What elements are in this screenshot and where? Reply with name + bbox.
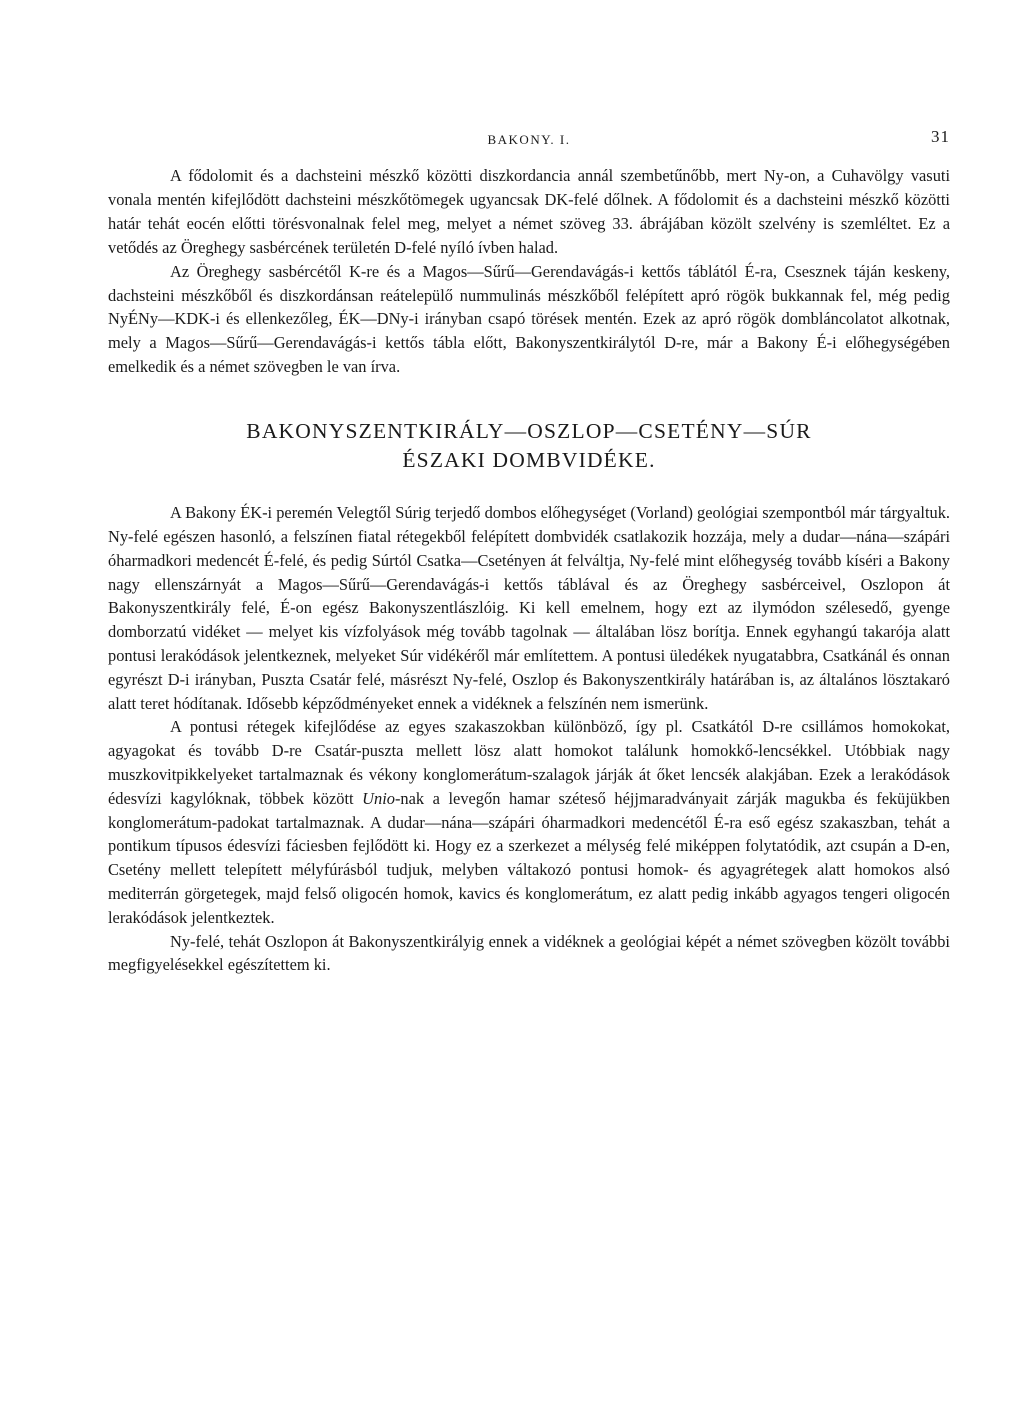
section-intro <box>108 164 950 379</box>
paragraph: A Bakony ÉK-i peremén Velegtől Súrig terjedő dombos előhegységet (Vorland) geológiai szempontból már tárgyaltuk. Ny-felé egészen hasonló, a felszínen fiatal rétegekből felépített dombvidék csatlakozik hozzája, mely a dudar—nána—szápári óharmadkori medencét É-felé, és pedig Súrtól Csatka—Csetényen át felváltja, Ny-felé mint előhegység tovább kíséri a Bakony nagy ellenszárnyát a Magos—Sűrű—Gerendavágás-i kettős táblával és az Öreghegy sasbérceivel, Oszlopon át Bakonyszentkirály felé, É-on egész Bakonyszentlászlóig. Ki kell emelnem, hogy ezt az ilymódon szélesedő, gyenge domborzatú vidéket — melyet kis vízfolyások még tovább tagolnak — általában lösz borítja. Ennek egyhangú takarója alatt pontusi lerakódások jelentkeznek, melyeket Súr vidékéről már említettem. A pontusi üledékek nyugatabbra, Csatkánál és onnan egyrészt D-i irányban, Puszta Csatár felé, másrészt Ny-felé, Oszlop és Bakonyszentkirály határában is, az általános lösztakaró alatt teret hódítanak. Idősebb képződményeket ennek a vidéknek a felszínén nem ismerünk. <box>108 503 950 713</box>
paragraph: Az Öreghegy sasbércétől K-re és a Magos—Sűrű—Gerendavágás-i kettős táblától É-ra, Csesznek táján keskeny, dachsteini mészkőből és diszkordánsan reátelepülő nummulinás mészkőből felépített apró rögök bukkannak fel, még pedig NyÉNy—KDK-i és ellenkezőleg, ÉK—DNy-i irányban csapó törések mentén. Ezek az apró rögök dombláncolatot alkotnak, mely a Magos—Sűrű—Gerendavágás-i kettős tábla előtt, Bakonyszentkirálytól D-re, már a Bakony É-i előhegységében emelkedik és a német szövegben le van írva. <box>108 261 950 377</box>
paragraph <box>108 715 950 929</box>
section-heading-line-1: BAKONYSZENTKIRÁLY—OSZLOP—CSETÉNY—SÚR <box>246 419 812 444</box>
document-page <box>108 126 950 977</box>
page-number: 31 <box>931 127 950 146</box>
running-head <box>108 126 950 154</box>
paragraph-text: A pontusi rétegek kifejlődése az egyes szakaszokban különböző, így pl. Csatkától D-re csillámos homokokat, agyagokat és tovább D-re Csatár-puszta mellett lösz alatt homokot találunk homokkő-lencsékkel. Utóbbiak nagy muszkovitpikkelyeket tartalmaznak és vékony konglomerátum-szalagok járják át őket lencsék alakjában. Ezek a lerakódások édesvízi kagylóknak, többek között <box>108 717 950 808</box>
section-heading-line-2: ÉSZAKI DOMBVIDÉKE. <box>402 448 656 473</box>
section-dombvidek <box>108 501 950 977</box>
paragraph: Ny-felé, tehát Oszlopon át Bakonyszentkirályig ennek a vidéknek a geológiai képét a német szövegben közölt további megfigyelésekkel egészítettem ki. <box>108 931 950 975</box>
italic-genus-name: Unio <box>362 788 395 808</box>
paragraph-text: -nak a levegőn hamar széteső héjjmaradványait zárják magukba és feküjükben konglomerátum-padokat tartalmaznak. A dudar—nána—szápári óharmadkori medencétől É-ra eső egész szakaszban, tehát a pontikum típusos édesvízi fáciesben fejlődött ki. Hogy ez a szerkezet a mélység felé miképpen folytatódik, azt csupán a D-en, Csetény mellett telepített mélyfúrásból tudjuk, melyben váltakozó pontusi homok- és agyagrétegek alatt homokos alsó mediterrán görgetegek, majd felső oligocén homok, kavics és konglomerátum, ez alatt pedig inkább agyagos tengeri oligocén lerakódások jelentkeztek. <box>108 788 950 927</box>
section-heading <box>108 417 950 475</box>
paragraph: A fődolomit és a dachsteini mészkő közötti diszkordancia annál szembetűnőbb, mert Ny-on, a Cuhavölgy vasuti vonala mentén kifejlődött dachsteini mészkőtömegek ugyancsak DK-felé dőlnek. A fődolomit és a dachsteini mészkő közötti határ tehát eocén előtti törésvonalnak felel meg, melyet a német szöveg 33. ábrájában közölt szelvény is szemléltet. Ez a vetődés az Öreghegy sasbércének területén D-felé nyíló ívben halad. <box>108 166 950 257</box>
running-head-title: BAKONY. I. <box>487 132 571 147</box>
